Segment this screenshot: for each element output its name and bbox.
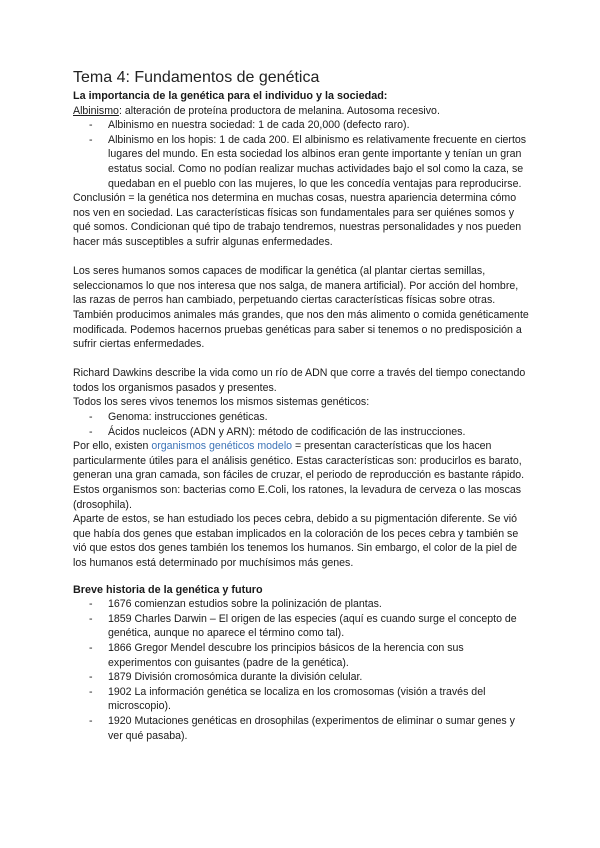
zebrafish-paragraph: Aparte de estos, se han estudiado los peces cebra, debido a su pigmentación diferente. Se vió que había dos genes que estaban implicados en la coloración de los peces cebra y también se vió que estos dos genes también los tenemos los humanos. Sin embargo, el color de la piel de los humanos está determinado por muchísimos más genes. xyxy=(73,513,519,569)
history-list xyxy=(73,597,530,743)
list-item: - 1676 comienzan estudios sobre la polinización de plantas. xyxy=(107,597,530,612)
list-item: - Albinismo en los hopis: 1 de cada 200. El albinismo es relativamente frecuente en ciertos lugares del mundo. En esta sociedad los albinos eran gente importante y tenían un gran estatus social. Como no podían realizar muchas actividades bajo el sol como la caza, se quedaban en el pueblo con las mujeres, lo que les concedía ventajas para reproducirse. xyxy=(107,133,530,191)
model-organisms-paragraph xyxy=(73,439,530,512)
list-item: - Genoma: instrucciones genéticas. xyxy=(107,410,530,425)
list-item: - Ácidos nucleicos (ADN y ARN): método de codificación de las instrucciones. xyxy=(107,425,530,440)
genetic-systems-list xyxy=(73,410,530,439)
albinism-term: Albinismo xyxy=(73,104,119,117)
list-item: - 1866 Gregor Mendel descubre los principios básicos de la herencia con sus experimentos con guisantes (padre de la genética). xyxy=(107,641,530,670)
list-item: - 1859 Charles Darwin – El origen de las especies (aquí es cuando surge el concepto de genética, aunque no aparece el término como tal). xyxy=(107,612,530,641)
albinism-definition xyxy=(73,104,530,119)
albinism-list xyxy=(73,118,530,191)
list-item: - Albinismo en nuestra sociedad: 1 de cada 20,000 (defecto raro). xyxy=(107,118,530,133)
selection-paragraph: Los seres humanos somos capaces de modificar la genética (al plantar ciertas semillas, seleccionamos lo que nos interesa que nos salga, de manera artificial). Por acción del hombre, las razas de perros han cambiado, perpetuando ciertas características físicas sobre otras. También producimos animales más grandes, que nos den más alimento o comida genéticamente modificada. Podemos hacernos pruebas genéticas para saber si tenemos o no predisposición a sufrir ciertas enfermedades. xyxy=(73,265,529,351)
models-post-text: = presentan características que los hacen particularmente útiles para el análisis genético. Estas características son: producirlos es barato, generan una gran camada, son fáciles de cruzar, el periodo de reproducción es bastante rápido. Estos organismos son: bacterias como E.Coli, los ratones, la levadura de cerveza o las moscas (drosophila). xyxy=(73,440,525,511)
genetic-systems-paragraph: Todos los seres vivos tenemos los mismos sistemas genéticos: xyxy=(73,396,370,409)
conclusion-paragraph: Conclusión = la genética nos determina en muchas cosas, nuestra apariencia determina cómo nos ven en sociedad. Las características físicas son fundamentales para ser quiénes somos y qué somos. Condicionan qué tipo de trabajo tendremos, nuestras personalidades y nos pueden hacer más susceptibles a sufrir algunas enfermedades. xyxy=(73,192,522,248)
section-heading-history: Breve historia de la genética y futuro xyxy=(73,583,263,596)
page-title: Tema 4: Fundamentos de genética xyxy=(73,69,320,86)
list-item: - 1879 División cromosómica durante la división celular. xyxy=(107,670,530,685)
models-pre-text: Por ello, existen xyxy=(73,440,152,453)
spacer xyxy=(73,250,530,265)
list-item: - 1902 La información genética se localiza en los cromosomas (visión a través del microscopio). xyxy=(107,685,530,714)
dawkins-paragraph: Richard Dawkins describe la vida como un río de ADN que corre a través del tiempo conectando todos los organismos pasados y presentes. xyxy=(73,367,526,394)
model-organisms-link[interactable]: organismos genéticos modelo xyxy=(151,440,293,453)
spacer xyxy=(73,571,530,583)
spacer xyxy=(73,352,530,367)
list-item: - 1920 Mutaciones genéticas en drosophilas (experimentos de eliminar o sumar genes y ver qué pasaba). xyxy=(107,714,530,743)
albinism-def-text: : alteración de proteína productora de melanina. Autosoma recesivo. xyxy=(118,104,440,117)
section-heading-importance: La importancia de la genética para el individuo y la sociedad: xyxy=(73,90,388,102)
